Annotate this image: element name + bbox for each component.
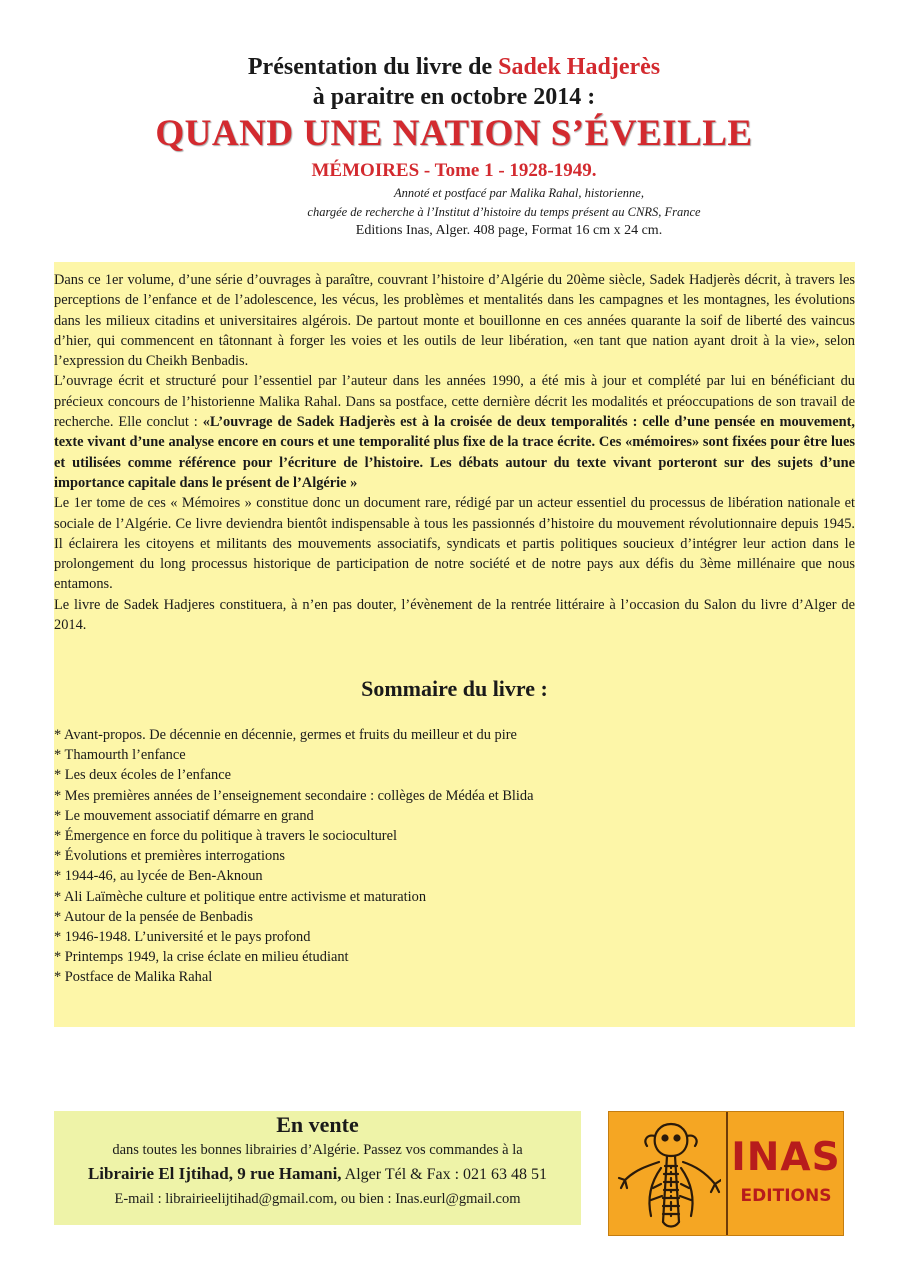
sale-title: En vente bbox=[276, 1112, 359, 1137]
annotation-line-1: Annoté et postfacé par Malika Rahal, historienne, bbox=[394, 186, 644, 200]
logo-name: INAS bbox=[731, 1135, 841, 1180]
presentation-line bbox=[0, 52, 908, 82]
presentation-prefix: Présentation du livre de bbox=[247, 54, 499, 80]
description-box bbox=[54, 262, 855, 1027]
toc-item: * 1946-1948. L’université et le pays profond bbox=[54, 929, 311, 946]
toc-item: * 1944-46, au lycée de Ben-Aknoun bbox=[54, 868, 263, 885]
toc-item: * Les deux écoles de l’enfance bbox=[54, 767, 231, 784]
author-name: Sadek Hadjerès bbox=[498, 54, 661, 80]
intro-paragraph-4: Le livre de Sadek Hadjeres constituera, à n’en pas douter, l’évènement de la rentrée littéraire à l’occasion du Salon du livre d’Alger de 2014. bbox=[54, 596, 855, 634]
sale-info-box bbox=[54, 1111, 581, 1225]
toc-item: * Évolutions et premières interrogations bbox=[54, 848, 285, 865]
intro-paragraph-2-text: L’ouvrage écrit et structuré pour l’essentiel par l’auteur dans les années 1990, a été mis à jour et complété par lui en bénéficiant du précieux concours de l’historienne Malika Rahal. Dans sa postface, cette dernière décrit les modalités et préoccupations de son travail de recherche. Elle conclut : bbox=[54, 373, 855, 431]
toc-item: * Printemps 1949, la crise éclate en milieu étudiant bbox=[54, 949, 349, 966]
toc-item: * Thamourth l’enfance bbox=[54, 747, 186, 764]
toc-item: * Avant-propos. De décennie en décennie, germes et fruits du meilleur et du pire bbox=[54, 727, 517, 743]
sale-bookstores: dans toutes les bonnes librairies d’Algérie. Passez vos commandes à la bbox=[112, 1142, 523, 1158]
intro-paragraph-3: Le 1er tome de ces « Mémoires » constitue donc un document rare, rédigé par un acteur essentiel du processus de libération nationale et sociale de l’Algérie. Ce livre deviendra bientôt indispensable à tous les passionnés d’histoire du mouvement révolutionnaire depuis 1945. Il éclairera les citoyens et militants des mouvements associatifs, syndicats et partis politiques soucieux d’intégrer leur action dans le prolongement du long processus historique de participation de notre société et de notre pays aux défis du 3ème millénaire que nous entamons. bbox=[54, 495, 855, 593]
book-title: QUAND UNE NATION S’ÉVEILLE bbox=[155, 113, 753, 154]
logo-subtitle: EDITIONS bbox=[740, 1186, 832, 1206]
publisher-logo bbox=[608, 1111, 844, 1236]
toc-item: * Autour de la pensée de Benbadis bbox=[54, 908, 254, 925]
toc-item: * Émergence en force du politique à travers le socioculturel bbox=[54, 828, 397, 845]
tribal-figure-icon bbox=[617, 1118, 721, 1230]
sale-email: E-mail : librairieelijtihad@gmail.com, ou bien : Inas.eurl@gmail.com bbox=[114, 1191, 521, 1207]
annotation-line-2: chargée de recherche à l’Institut d’histoire du temps présent au CNRS, France bbox=[307, 205, 701, 219]
quote-bold: «L’ouvrage de Sadek Hadjerès est à la croisée de deux temporalités : celle d’une pensée en mouvement, texte vivant d’une analyse encore en cours et une temporalité plus fixe de la trace écrite. Ces «mémoires» sont fixées pour être lues et utilisées comme référence pour l’écriture de l’histoire. Les débats autour du texte vivant porteront sur des sujets d’une importance capitale dans le présent de l’Algérie » bbox=[54, 414, 856, 491]
intro-paragraph-2 bbox=[54, 371, 855, 493]
intro-text bbox=[54, 270, 855, 635]
toc-item: * Ali Laïmèche culture et politique entre activisme et maturation bbox=[54, 888, 427, 905]
toc-item: * Le mouvement associatif démarre en grand bbox=[54, 807, 314, 824]
sommaire-title: Sommaire du livre : bbox=[361, 676, 548, 701]
toc-item: * Postface de Malika Rahal bbox=[54, 969, 213, 986]
intro-paragraph-1: Dans ce 1er volume, d’une série d’ouvrages à paraître, couvrant l’histoire d’Algérie du 20ème siècle, Sadek Hadjerès décrit, à travers les perceptions de l’enfance et de l’adolescence, les vécus, les problèmes et mentalités dans les campagnes et les montagnes, les évolutions dans les milieux citadins et universitaires algérois. De partout monte et bouillonne en ces années quarante la soif de liberté des vaincus d’hier, qui commencent en tâtonnant à forger les voies et les outils de leur libération, «en tant que nation ayant droit à la vie», selon l’expression du Cheikh Benbadis. bbox=[54, 272, 855, 370]
book-subtitle: MÉMOIRES - Tome 1 - 1928-1949. bbox=[311, 160, 597, 181]
page-header bbox=[0, 52, 908, 240]
bookstore-name: Librairie El Ijtihad, 9 rue Hamani, bbox=[87, 1164, 342, 1183]
toc-item: * Mes premières années de l’enseignement secondaire : collèges de Médéa et Blida bbox=[54, 787, 534, 804]
edition-info: Editions Inas, Alger. 408 page, Format 16 cm x 24 cm. bbox=[355, 223, 663, 238]
table-of-contents bbox=[54, 725, 534, 988]
release-date: à paraitre en octobre 2014 : bbox=[312, 84, 596, 110]
bookstore-phone: Alger Tél & Fax : 021 63 48 51 bbox=[341, 1166, 548, 1183]
sale-address bbox=[54, 1162, 581, 1187]
